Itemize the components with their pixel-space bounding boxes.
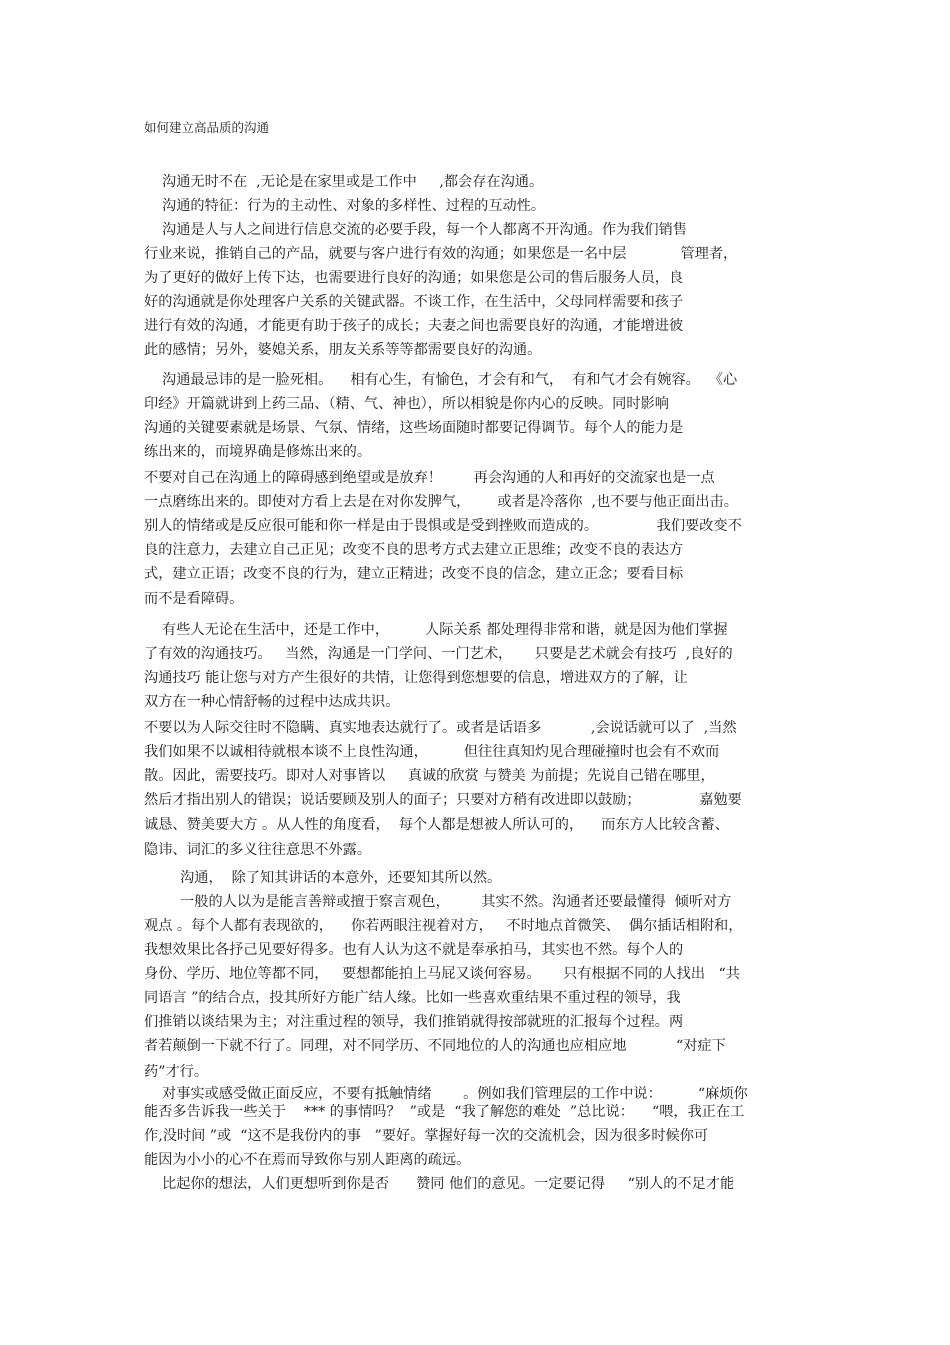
paragraph-line: 隐讳、词汇的多义往往意思不外露。: [144, 842, 372, 858]
paragraph-line: 者若颠倒一下就不行了。同理，对不同学历、不同地位的人的沟通也应相应地 “对症下: [144, 1038, 726, 1054]
paragraph-line: 对事实或感受做正面反应，不要有抵触情绪 。例如我们管理层的工作中说： “麻烦你: [144, 1086, 748, 1102]
paragraph-line: 我们如果不以诚相待就根本谈不上良性沟通， 但往往真知灼见合理碰撞时也会有不欢而: [144, 744, 720, 760]
paragraph-line: 沟通的特征：行为的主动性、对象的多样性、过程的互动性。: [144, 198, 546, 214]
paragraph-line: 们推销以谈结果为主；对注重过程的领导，我们推销就得按部就班的汇报每个过程。两: [144, 1014, 684, 1030]
paragraph-line: 为了更好的做好上传下达，也需要进行良好的沟通；如果您是公司的售后服务人员，良: [144, 270, 684, 286]
paragraph-line: 一般的人以为是能言善辩或擅于察言观色， 其实不然。沟通者还要最懂得 倾听对方: [144, 894, 732, 910]
paragraph-line: 诚恳、赞美要大方 。从人性的角度看， 每个人都是想被人所认可的， 而东方人比较含蓄、: [144, 817, 729, 833]
paragraph-line: 我想效果比各抒己见要好得多。也有人认为这不就是奉承拍马，其实也不然。每个人的: [144, 942, 684, 958]
paragraph-line: 印经》开篇就讲到上药三品、（精、气、神也），所以相貌是你内心的反映。同时影响: [144, 396, 669, 412]
document-title: 如何建立高品质的沟通: [144, 120, 270, 135]
paragraph-line: 行业来说，推销自己的产品，就要与客户进行有效的沟通；如果您是一名中层 管理者，: [144, 246, 738, 262]
paragraph-line: 沟通， 除了知其讲话的本意外，还要知其所以然。: [144, 870, 502, 886]
paragraph-line: 沟通最忌讳的是一脸死相。 相有心生，有愉色，才会有和气， 有和气才会有婉容。 《心: [144, 372, 738, 388]
paragraph-line: 沟通无时不在 ,无论是在家里或是工作中 ,都会存在沟通。: [144, 174, 544, 190]
paragraph-line: 药”才行。: [144, 1064, 209, 1080]
paragraph-line: 有些人无论在生活中，还是工作中， 人际关系 都处理得非常和谐，就是因为他们掌握: [144, 622, 728, 638]
paragraph-line: 此的感情；另外，婆媳关系，朋友关系等等都需要良好的沟通。: [144, 342, 542, 358]
paragraph-line: 不要以为人际交往时不隐瞒、真实地表达就行了。或者是话语多 ,会说话就可以了 ,当然: [144, 720, 737, 736]
paragraph-line: 沟通的关键要素就是场景、气氛、情绪，这些场面随时都要记得调节。每个人的能力是: [144, 420, 684, 436]
paragraph-line: 练出来的，而境界确是修炼出来的。: [144, 444, 372, 460]
paragraph-line: 良的注意力，去建立自己正见；改变不良的思考方式去建立正思维；改变不良的表达方: [144, 542, 684, 558]
paragraph-line: 散。因此，需要技巧。即对人对事皆以 真诚的欣赏 与赞美 为前提；先说自己错在哪里，: [144, 768, 715, 784]
paragraph-line: 进行有效的沟通，才能更有助于孩子的成长；夫妻之间也需要良好的沟通，才能增进彼: [144, 318, 684, 334]
paragraph-line: 别人的情绪或是反应很可能和你一样是由于畏惧或是受到挫败而造成的。 我们要改变不: [144, 518, 742, 534]
paragraph-line: 同语言 ”的结合点，投其所好方能广结人缘。比如一些喜欢重结果不重过程的领导，我: [144, 990, 681, 1006]
paragraph-line: 观点 。每个人都有表现欲的， 你若两眼注视着对方， 不时地点首微笑、 偶尔插话相附和，: [144, 918, 743, 934]
paragraph-line: 比起你的想法，人们更想听到你是否 赞同 他们的意见。一定要记得 “别人的不足才能: [144, 1176, 735, 1192]
paragraph-line: 了有效的沟通技巧。 当然，沟通是一门学问、一门艺术， 只要是艺术就会有技巧 ,良好的: [144, 646, 733, 662]
paragraph-line: 而不是看障碍。: [144, 591, 244, 607]
paragraph-line: 能否多告诉我一些关于 *** 的事情吗？ ”或是 “我了解您的难处 ”总比说： “喂，我正在工: [144, 1104, 745, 1120]
paragraph-line: 作,没时间 ”或 “这不是我份内的事 ”要好。掌握好每一次的交流机会，因为很多时候你可: [144, 1128, 709, 1144]
paragraph-line: 沟通是人与人之间进行信息交流的必要手段，每一个人都离不开沟通。作为我们销售: [144, 222, 687, 238]
paragraph-line: 沟通技巧 能让您与对方产生很好的共情，让您得到您想要的信息，增进双方的了解，让: [144, 670, 688, 686]
paragraph-line: 式，建立正语；改变不良的行为，建立正精进；改变不良的信念，建立正念；要看目标: [144, 566, 684, 582]
paragraph-line: 一点磨练出来的。即使对方看上去是在对你发脾气， 或者是冷落你 ,也不要与他正面出击。: [144, 494, 738, 510]
paragraph-line: 然后才指出别人的错误；说话要顾及别人的面子；只要对方稍有改进即以鼓励； 嘉勉要: [144, 792, 742, 808]
paragraph-line: 能因为小小的心不在焉而导致你与别人距离的疏远。: [144, 1152, 471, 1168]
paragraph-line: 身份、学历、地位等都不同， 要想都能拍上马屁又谈何容易。 只有根据不同的人找出 “共: [144, 966, 740, 982]
paragraph-line: 不要对自己在沟通上的障碍感到绝望或是放弃！ 再会沟通的人和再好的交流家也是一点: [144, 470, 715, 486]
paragraph-line: 好的沟通就是你处理客户关系的关键武器。不谈工作，在生活中，父母同样需要和孩子: [144, 294, 684, 310]
paragraph-line: 双方在一种心情舒畅的过程中达成共识。: [144, 694, 400, 710]
